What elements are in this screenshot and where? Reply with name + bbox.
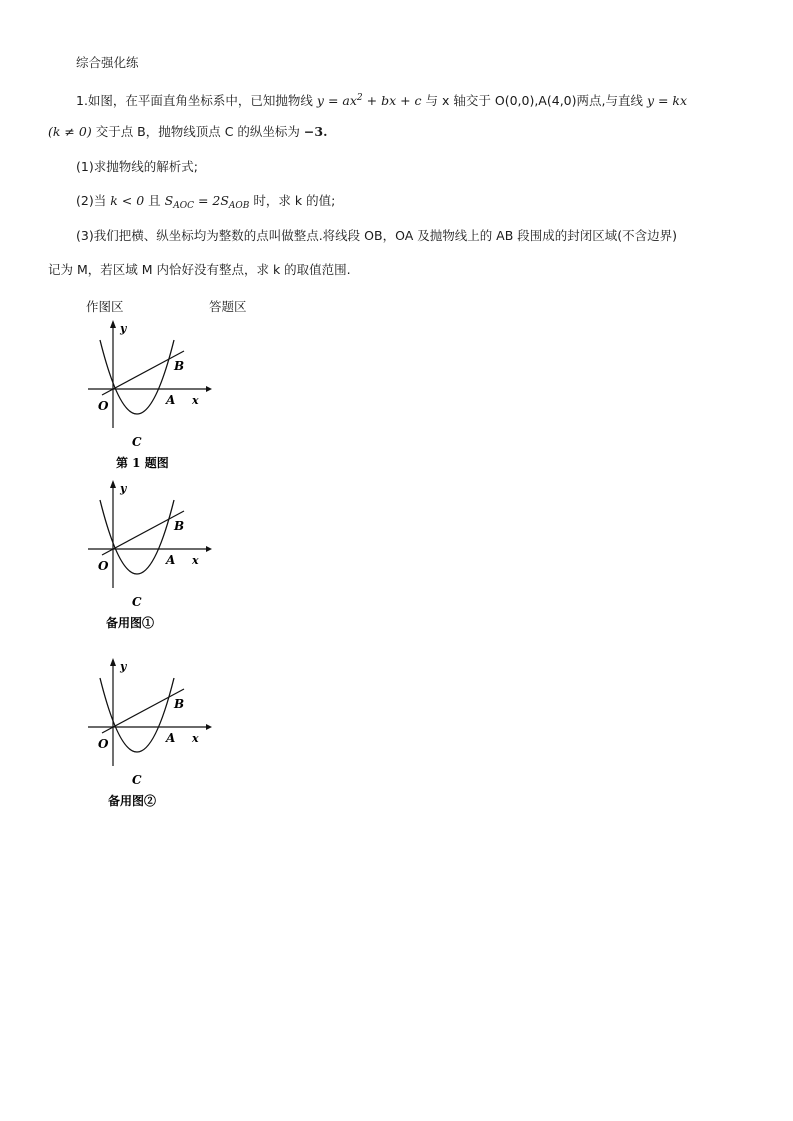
parabola-curve xyxy=(100,340,174,414)
point-b-label: B xyxy=(174,359,185,373)
line-y-kx xyxy=(102,351,184,395)
point-a-label: A xyxy=(166,393,176,407)
x-axis-arrow xyxy=(206,724,212,730)
problem-text: 与 x 轴交于 O(0,0),A(4,0)两点,与直线 xyxy=(425,93,643,108)
figure-caption: 备用图① xyxy=(106,616,155,630)
y-axis-label: y xyxy=(120,660,127,673)
point-a-label: A xyxy=(166,731,176,745)
point-c-label: C xyxy=(132,435,142,449)
k-condition: (k ≠ 0) xyxy=(48,124,92,139)
y-axis-label: y xyxy=(120,482,127,495)
point-a-label: A xyxy=(166,553,176,567)
section-title: 综合强化练 xyxy=(76,55,139,70)
area-equation: $S_{AOC} = 2S_{AOB}$ xyxy=(164,193,250,211)
point-b-label: B xyxy=(174,519,185,533)
question-3-line-2: 记为 M，若区域 M 内恰好没有整点，求 k 的取值范围. xyxy=(48,262,351,277)
point-o-label: O xyxy=(98,559,109,573)
parabola-equation: $y = ax^2$ + bx + c xyxy=(316,93,422,108)
figure-caption: 备用图② xyxy=(108,794,157,808)
problem-text: 交于点 B，抛物线顶点 C 的纵坐标为 xyxy=(95,124,300,139)
y-axis-arrow xyxy=(110,658,116,666)
figure-graph xyxy=(88,480,212,630)
question-3-line-1: (3)我们把横、纵坐标均为整数的点叫做整点.将线段 OB，OA 及抛物线上的 AB 段围成的封闭区域(不含边界) xyxy=(76,228,678,243)
answer-area-label: 答题区 xyxy=(209,299,247,314)
x-axis-label: x xyxy=(192,554,199,567)
point-o-label: O xyxy=(98,737,109,751)
x-axis-arrow xyxy=(206,386,212,392)
y-axis-arrow xyxy=(110,480,116,488)
point-b-label: B xyxy=(174,697,185,711)
problem-line-1 xyxy=(76,90,687,109)
point-c-label: C xyxy=(132,773,142,787)
k-negative: k < 0 xyxy=(110,193,145,208)
figure-backup-1 xyxy=(84,478,214,634)
parabola-curve xyxy=(100,678,174,752)
y-axis-arrow xyxy=(110,320,116,328)
drawing-area-label: 作图区 xyxy=(86,299,124,314)
figure-graph xyxy=(88,320,212,470)
problem-text: 1.如图，在平面直角坐标系中，已知抛物线 xyxy=(76,93,313,108)
figure-main xyxy=(84,318,214,474)
point-c-label: C xyxy=(132,595,142,609)
parabola-curve xyxy=(100,500,174,574)
question-2: (2)当 k < 0 且 $S_{AOC} = 2S_{AOB}$ 时，求 k 的值; xyxy=(76,193,336,211)
x-axis-arrow xyxy=(206,546,212,552)
x-axis-label: x xyxy=(192,394,199,407)
x-axis-label: x xyxy=(192,732,199,745)
line-equation: y = kx xyxy=(646,93,688,108)
question-1: (1)求抛物线的解析式; xyxy=(76,159,198,174)
figure-graph xyxy=(88,658,212,808)
vertex-y-value: −3. xyxy=(303,124,328,139)
y-axis-label: y xyxy=(120,322,127,335)
figure-backup-2 xyxy=(84,656,214,812)
point-o-label: O xyxy=(98,399,109,413)
problem-line-2 xyxy=(48,124,327,140)
figure-caption: 第 1 题图 xyxy=(116,456,169,470)
